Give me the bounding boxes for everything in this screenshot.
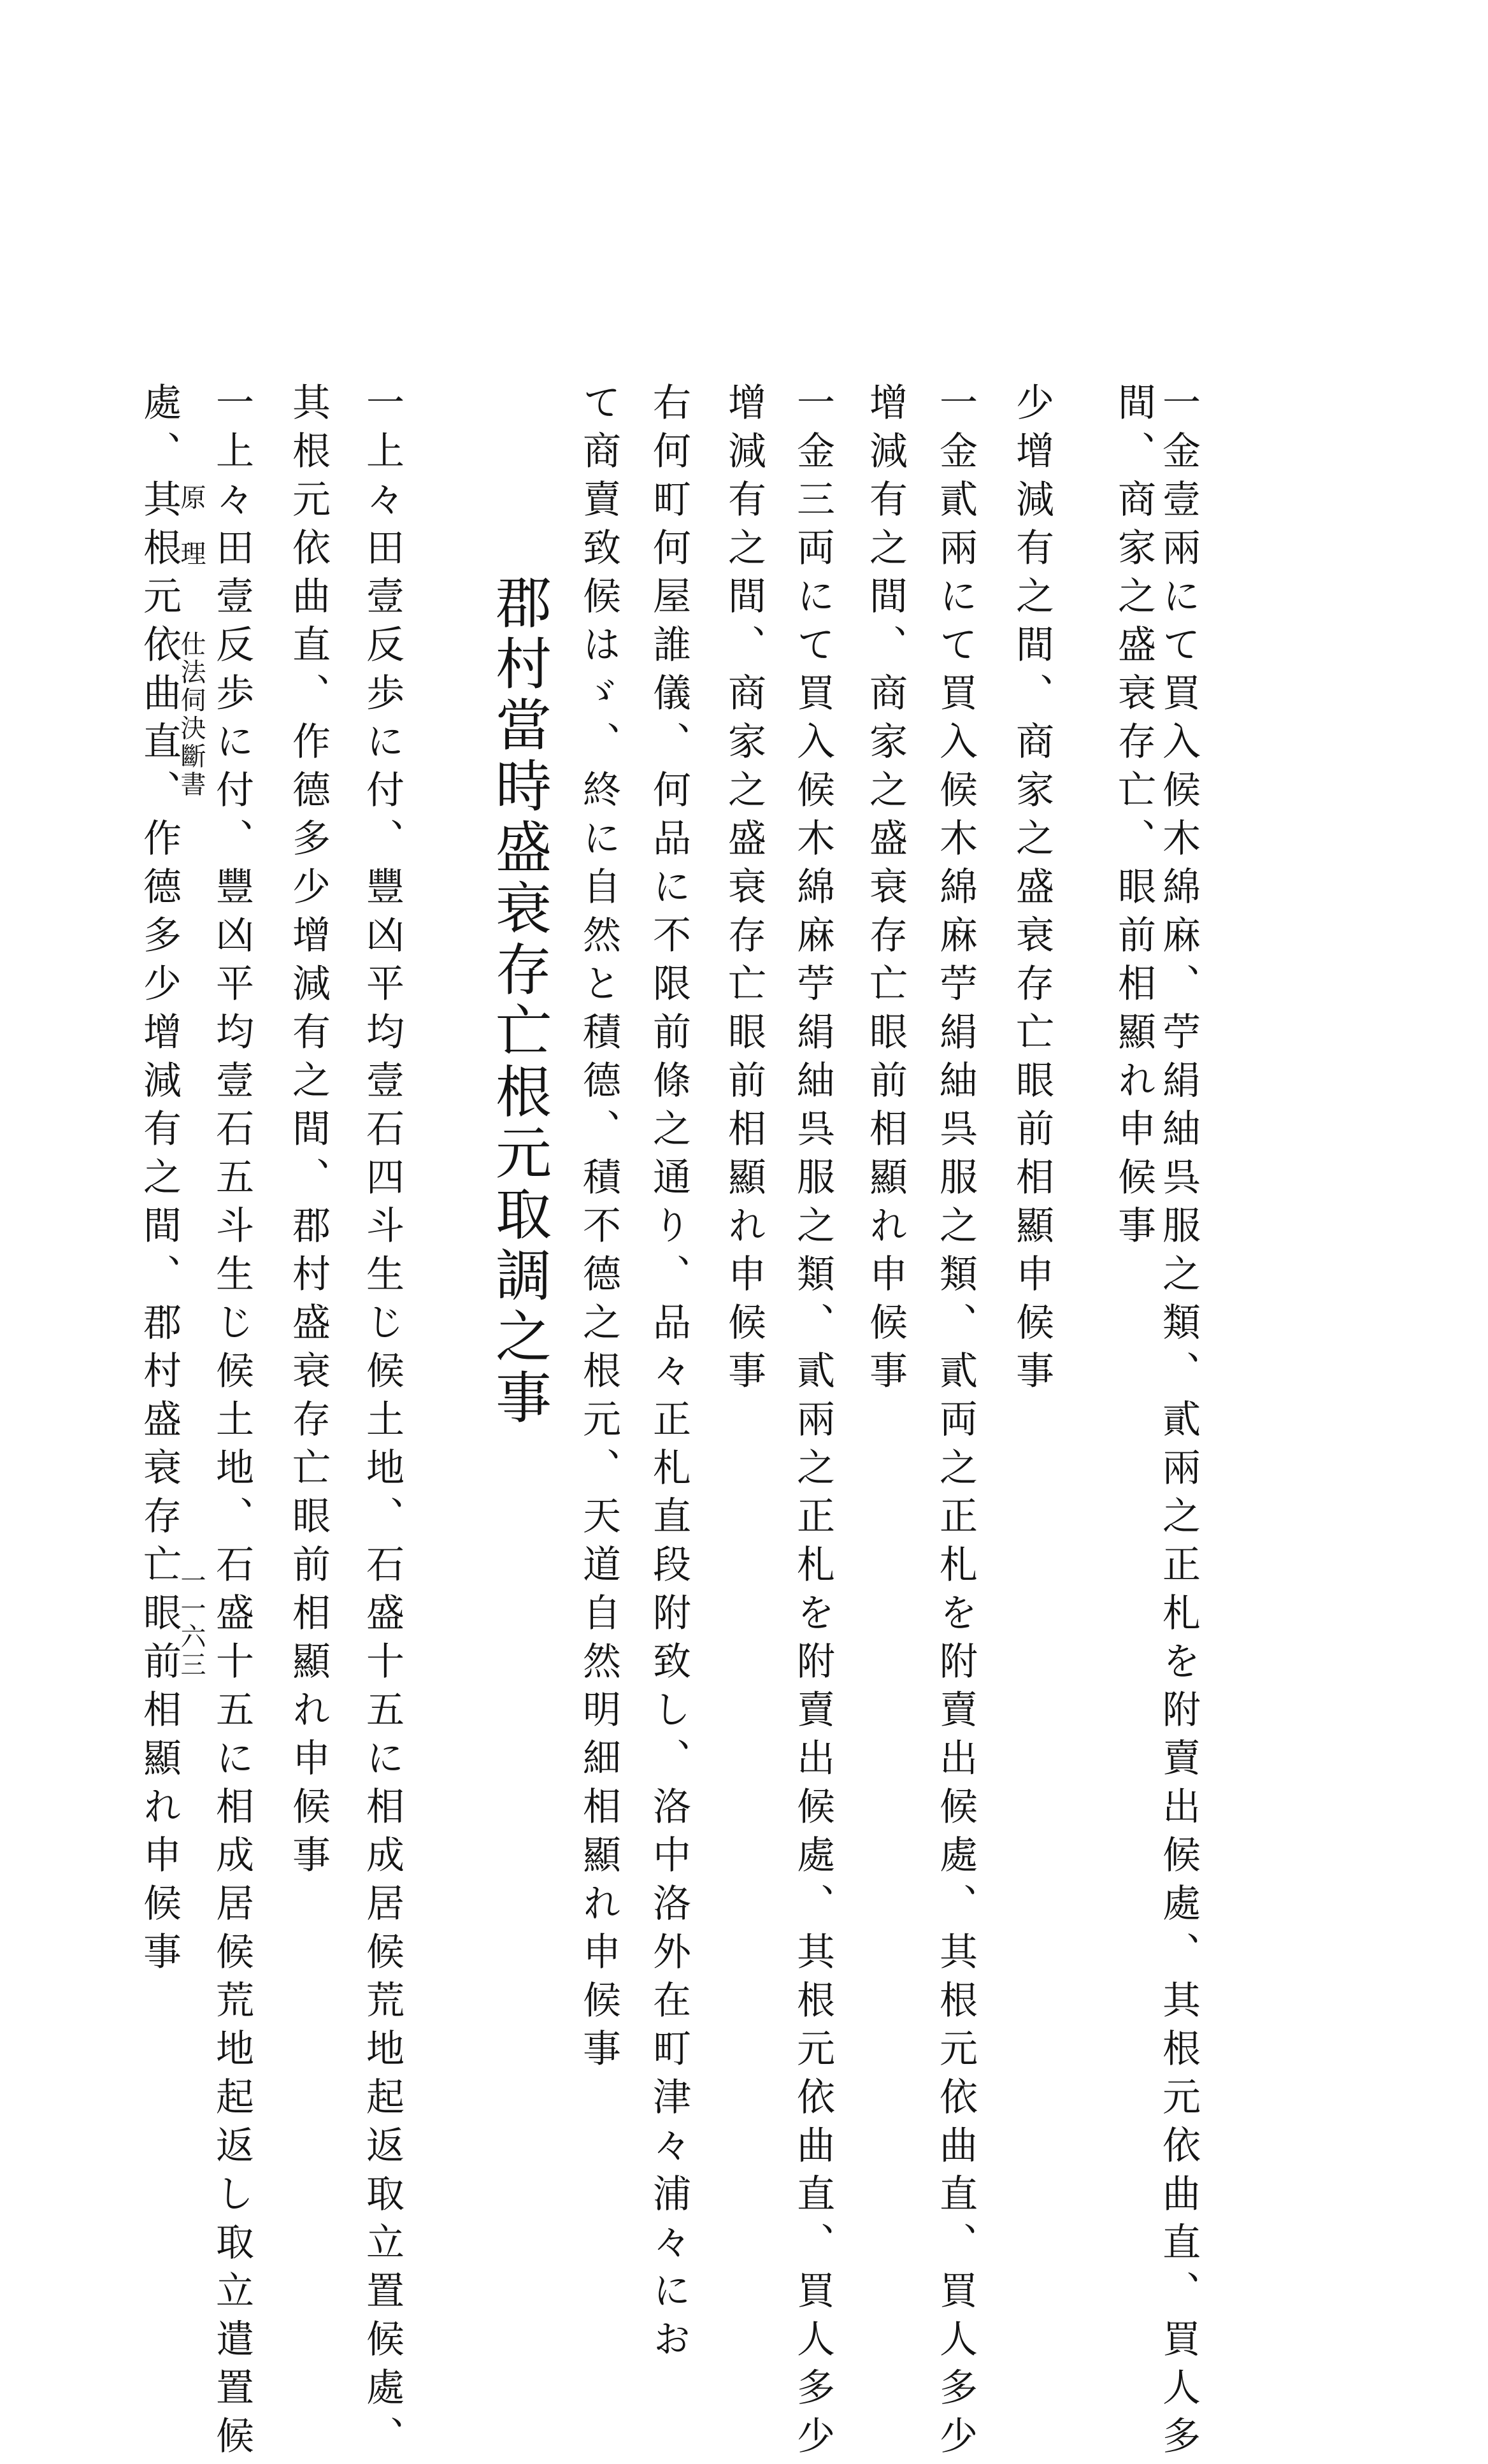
text-column-11: 其根元依曲直、作德多少增減有之間、郡村盛衰存亡眼前相顯れ申候事: [286, 382, 331, 1883]
text-column-4: 一金貳兩にて買入候木綿麻苧絹紬呉服之類、貳両之正札を附賣出候處、其根元依曲直、買人多少: [933, 382, 978, 2464]
footer-book-title: 仕法伺決斷書: [176, 631, 206, 799]
text-column-10: 一上々田壹反歩に付、豐凶平均壹石四斗生じ候土地、石盛十五に相成居候荒地起返取立置候處、: [360, 382, 404, 2464]
text-column-9: て商賣致候はゞ、終に自然と積德、積不德之根元、天道自然明細相顯れ申候事: [576, 382, 621, 2077]
text-column-12: 一上々田壹反歩に付、豐凶平均壹石五斗生じ候土地、石盛十五に相成居候荒地起返し取立遣置候: [210, 382, 254, 2464]
section-heading: 郡村當時盛衰存亡根元取調之事: [487, 573, 552, 1429]
text-column-3: 少增減有之間、商家之盛衰存亡眼前相顯申候事: [1010, 382, 1054, 1399]
text-column-6: 一金三両にて買入候木綿麻苧絹紬呉服之類、貳兩之正札を附賣出候處、其根元依曲直、買人多少: [790, 382, 835, 2464]
footer-section-label: 原 理: [176, 484, 206, 568]
text-column-5: 增減有之間、商家之盛衰存亡眼前相顯れ申候事: [863, 382, 908, 1399]
text-column-8: 右何町何屋誰儀、何品に不限前條之通り、品々正札直段附致し、洛中洛外在町津々浦々にお: [647, 382, 691, 2367]
text-column-7: 增減有之間、商家之盛衰存亡眼前相顯れ申候事: [722, 382, 766, 1399]
text-column-13: 處、其根元依曲直、作德多少增減有之間、郡村盛衰存亡眼前相顯れ申候事: [137, 382, 182, 1980]
page-number: 一一六三: [176, 1567, 206, 1679]
text-column-1: 間、商家之盛衰存亡、眼前相顯れ申候事: [1112, 382, 1156, 1254]
text-column-2: 一金壹兩にて買入候木綿麻、苧絹紬呉服之類、貳兩之正札を附賣出候處、其根元依曲直、買人多: [1156, 382, 1201, 2464]
